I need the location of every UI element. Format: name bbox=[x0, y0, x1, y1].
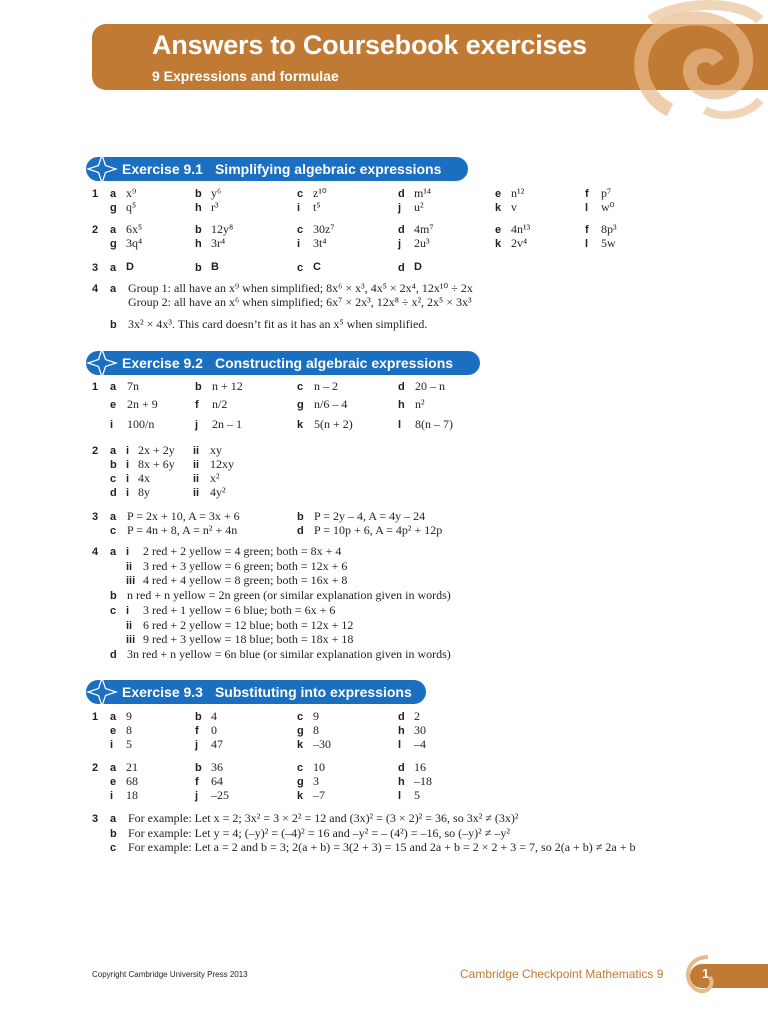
part-label: b bbox=[195, 381, 202, 393]
answer-text: 5(n + 2) bbox=[314, 417, 353, 431]
answer-text: 8(n – 7) bbox=[415, 417, 453, 431]
part-label: d bbox=[398, 262, 405, 274]
part-label: j bbox=[195, 790, 199, 802]
page-title: Answers to Coursebook exercises bbox=[152, 30, 587, 60]
part-label: k bbox=[297, 739, 304, 751]
star-icon bbox=[84, 345, 120, 381]
answer-text: 8x + 6y bbox=[138, 457, 175, 471]
part-label: i bbox=[126, 473, 130, 485]
part-label: b bbox=[110, 459, 117, 471]
answer-text: D bbox=[414, 261, 422, 273]
exercise-title: Constructing algebraic expressions bbox=[214, 355, 454, 371]
part-label: l bbox=[585, 238, 589, 250]
exercise-9-1-header bbox=[86, 157, 468, 181]
answer-text: 64 bbox=[211, 774, 223, 788]
answer-text: n – 2 bbox=[314, 379, 338, 393]
part-label: e bbox=[110, 399, 117, 411]
part-label: b bbox=[110, 319, 117, 331]
star-icon bbox=[84, 151, 120, 187]
part-label: h bbox=[398, 776, 405, 788]
question-number: 4 bbox=[92, 546, 99, 558]
answer-text: m¹⁴ bbox=[414, 186, 432, 200]
answer-text: 2n + 9 bbox=[127, 397, 158, 411]
answer-text: 2x + 2y bbox=[138, 443, 175, 457]
answer-text: 47 bbox=[211, 737, 223, 751]
question-number: 3 bbox=[92, 813, 99, 825]
part-label: d bbox=[398, 762, 405, 774]
part-label: d bbox=[398, 224, 405, 236]
question-number: 3 bbox=[92, 511, 99, 523]
answer-text: –25 bbox=[211, 788, 229, 802]
part-label: g bbox=[297, 776, 304, 788]
part-label: k bbox=[297, 419, 304, 431]
answer-text: 3 red + 1 yellow = 6 blue; both = 6x + 6 bbox=[143, 602, 336, 617]
answer-text: P = 4n + 8, A = n² + 4n bbox=[127, 523, 238, 537]
answer-text: 2 bbox=[414, 709, 420, 723]
part-label: ii bbox=[126, 560, 133, 573]
part-label: a bbox=[110, 283, 117, 295]
part-label: c bbox=[297, 381, 304, 393]
part-label: ii bbox=[193, 445, 200, 457]
answer-text: 8p³ bbox=[601, 222, 617, 236]
part-label: k bbox=[495, 202, 502, 214]
part-label: h bbox=[398, 399, 405, 411]
part-label: d bbox=[398, 381, 405, 393]
answer-text: C bbox=[313, 261, 321, 273]
part-label: d bbox=[297, 525, 304, 537]
part-label: h bbox=[195, 202, 202, 214]
answer-text: 9 red + 3 yellow = 18 blue; both = 18x + 18 bbox=[143, 632, 354, 647]
part-label: f bbox=[195, 776, 199, 788]
part-label: g bbox=[110, 238, 117, 250]
answer-text: 2 red + 2 yellow = 4 green; both = 8x + 4 bbox=[143, 544, 342, 558]
answer-text: Group 1: all have an x⁹ when simplified; 8x⁶ × x³, 4x⁵ × 2x⁴, 12x¹⁰ ÷ 2x bbox=[128, 281, 473, 295]
part-label: f bbox=[585, 224, 589, 236]
answer-text: 36 bbox=[211, 760, 223, 774]
answer-text: v bbox=[511, 200, 517, 214]
answer-text: P = 2x + 10, A = 3x + 6 bbox=[127, 509, 240, 523]
part-label: h bbox=[398, 725, 405, 737]
part-label: j bbox=[195, 739, 199, 751]
part-label: c bbox=[297, 262, 304, 274]
part-label: j bbox=[195, 419, 199, 431]
part-label: iii bbox=[126, 634, 136, 647]
answer-text: 2n – 1 bbox=[212, 417, 242, 431]
part-label: i bbox=[110, 739, 114, 751]
answer-text: xy bbox=[210, 443, 222, 457]
star-icon bbox=[84, 674, 120, 710]
answer-text: For example: Let x = 2; 3x² = 3 × 2² = 12 and (3x)² = (3 × 2)² = 36, so 3x² ≠ (3x)² bbox=[128, 811, 519, 825]
part-label: e bbox=[495, 188, 502, 200]
answer-text: 3r⁴ bbox=[211, 236, 226, 250]
exercise-number: Exercise 9.1 bbox=[122, 161, 203, 177]
part-label: b bbox=[110, 590, 117, 603]
answer-text: –30 bbox=[313, 737, 331, 751]
question-number: 2 bbox=[92, 762, 99, 774]
part-label: c bbox=[297, 762, 304, 774]
answer-text: For example: Let a = 2 and b = 3; 2(a + b) = 3(2 + 3) = 15 and 2a + b = 2 × 2 + 3 = 7, so 2(a + b) ≠ 2a + b bbox=[128, 840, 636, 854]
part-label: a bbox=[110, 813, 117, 825]
swirl-logo-icon bbox=[610, 0, 768, 120]
answer-text: 4 red + 4 yellow = 8 green; both = 16x + 8 bbox=[143, 573, 348, 588]
answer-text: n² bbox=[415, 397, 425, 411]
exercise-number: Exercise 9.2 bbox=[122, 355, 203, 371]
part-label: e bbox=[110, 776, 117, 788]
exercise-number: Exercise 9.3 bbox=[122, 684, 203, 700]
part-label: ii bbox=[193, 473, 200, 485]
part-label: k bbox=[297, 790, 304, 802]
question-number: 2 bbox=[92, 224, 99, 236]
exercise-title: Simplifying algebraic expressions bbox=[214, 161, 442, 177]
answer-text: 6x⁵ bbox=[126, 222, 143, 236]
part-label: b bbox=[110, 827, 117, 840]
answer-text: –4 bbox=[414, 737, 426, 751]
answer-text: 4x bbox=[138, 471, 150, 485]
answer-text: 21 bbox=[126, 760, 138, 774]
answer-text: r³ bbox=[211, 200, 219, 214]
answer-text: 6 red + 2 yellow = 12 blue; both = 12x + 12 bbox=[143, 617, 354, 632]
exercise-9-2-header bbox=[86, 351, 480, 375]
part-label: l bbox=[398, 790, 402, 802]
answer-text: 10 bbox=[313, 760, 325, 774]
answer-text: 16 bbox=[414, 760, 426, 774]
answer-text: Group 2: all have an x⁶ when simplified; 6x⁷ × 2x³, 12x⁸ ÷ x², 2x⁵ × 3x³ bbox=[128, 295, 472, 309]
answer-text: 12y⁸ bbox=[211, 222, 234, 236]
part-label: c bbox=[297, 188, 304, 200]
part-label: a bbox=[110, 546, 117, 558]
answer-text: 0 bbox=[211, 723, 217, 737]
part-label: b bbox=[195, 188, 202, 200]
answer-text: P = 2y – 4, A = 4y – 24 bbox=[314, 509, 426, 523]
part-label: d bbox=[110, 648, 117, 661]
answer-text: p⁷ bbox=[601, 186, 612, 200]
answer-text: n + 12 bbox=[212, 379, 243, 393]
answer-text: y⁶ bbox=[211, 186, 222, 200]
answer-text: 4n¹³ bbox=[511, 222, 531, 236]
part-label: j bbox=[398, 238, 402, 250]
question-number: 3 bbox=[92, 262, 99, 274]
answer-text: 2u³ bbox=[414, 236, 430, 250]
part-label: b bbox=[195, 224, 202, 236]
answer-text: 100/n bbox=[127, 417, 155, 431]
part-label: a bbox=[110, 762, 117, 774]
question-number: 1 bbox=[92, 711, 99, 723]
answer-text: –7 bbox=[313, 788, 325, 802]
question-number: 4 bbox=[92, 283, 99, 295]
answer-text: B bbox=[211, 261, 219, 273]
part-label: i bbox=[126, 487, 130, 499]
answer-text: –18 bbox=[414, 774, 432, 788]
answer-text: w⁰ bbox=[601, 200, 615, 214]
part-label: a bbox=[110, 445, 117, 457]
part-label: l bbox=[398, 419, 402, 431]
part-label: ii bbox=[126, 619, 133, 632]
answer-text: 2v⁴ bbox=[511, 236, 528, 250]
part-label: a bbox=[110, 381, 117, 393]
part-label: i bbox=[126, 546, 130, 558]
part-label: f bbox=[195, 725, 199, 737]
page-subtitle: 9 Expressions and formulae bbox=[152, 68, 339, 84]
answer-text: 3 bbox=[313, 774, 319, 788]
part-label: b bbox=[195, 711, 202, 723]
answer-text: 4 bbox=[211, 709, 217, 723]
part-label: e bbox=[495, 224, 502, 236]
answer-text: P = 10p + 6, A = 4p² + 12p bbox=[314, 523, 443, 537]
part-label: d bbox=[398, 188, 405, 200]
part-label: iii bbox=[126, 575, 136, 588]
part-label: a bbox=[110, 711, 117, 723]
part-label: c bbox=[297, 224, 304, 236]
part-label: i bbox=[126, 445, 130, 457]
part-label: a bbox=[110, 262, 117, 274]
book-title: Cambridge Checkpoint Mathematics 9 bbox=[460, 967, 664, 981]
part-label: a bbox=[110, 224, 117, 236]
part-label: g bbox=[110, 202, 117, 214]
answer-text: 8 bbox=[313, 723, 319, 737]
part-label: c bbox=[297, 711, 304, 723]
answer-text: 18 bbox=[126, 788, 138, 802]
answer-text: n¹² bbox=[511, 186, 525, 200]
page-number: 1 bbox=[702, 966, 710, 981]
answer-text: 9 bbox=[313, 709, 319, 723]
answer-text: t⁵ bbox=[313, 200, 321, 214]
part-label: l bbox=[398, 739, 402, 751]
answer-text: 3n red + n yellow = 6n blue (or similar explanation given in words) bbox=[127, 646, 451, 661]
part-label: i bbox=[126, 459, 130, 471]
answer-text: u² bbox=[414, 200, 424, 214]
part-label: c bbox=[110, 473, 117, 485]
answer-text: 12xy bbox=[210, 457, 234, 471]
answer-text: 68 bbox=[126, 774, 138, 788]
answer-text: 30 bbox=[414, 723, 426, 737]
part-label: c bbox=[110, 604, 117, 617]
part-label: ii bbox=[193, 487, 200, 499]
exercise-9-3-header bbox=[86, 680, 426, 704]
part-label: d bbox=[110, 487, 117, 499]
answer-text: 8y bbox=[138, 485, 150, 499]
answer-text: 4y² bbox=[210, 485, 226, 499]
answer-text: n/2 bbox=[212, 397, 228, 411]
part-label: a bbox=[110, 511, 117, 523]
answer-text: 4m⁷ bbox=[414, 222, 434, 236]
answer-text: 3t⁴ bbox=[313, 236, 327, 250]
part-label: l bbox=[585, 202, 589, 214]
part-label: b bbox=[195, 762, 202, 774]
answer-text: q⁵ bbox=[126, 200, 137, 214]
part-label: ii bbox=[193, 459, 200, 471]
part-label: i bbox=[297, 238, 301, 250]
answer-text: D bbox=[126, 261, 134, 273]
part-label: i bbox=[126, 604, 130, 617]
part-label: f bbox=[585, 188, 589, 200]
part-label: b bbox=[195, 262, 202, 274]
swirl-icon bbox=[678, 952, 718, 1002]
answer-text: n/6 – 4 bbox=[314, 397, 348, 411]
part-label: c bbox=[110, 842, 117, 854]
part-label: b bbox=[297, 511, 304, 523]
answer-text: 3x² × 4x³. This card doesn’t fit as it has an x⁵ when simplified. bbox=[128, 317, 428, 331]
answer-text: z¹⁰ bbox=[313, 186, 327, 200]
exercise-title: Substituting into expressions bbox=[214, 684, 412, 700]
question-number: 2 bbox=[92, 445, 99, 457]
part-label: i bbox=[297, 202, 301, 214]
answer-text: 3q⁴ bbox=[126, 236, 143, 250]
answer-text: 20 – n bbox=[415, 379, 445, 393]
part-label: c bbox=[110, 525, 117, 537]
part-label: i bbox=[110, 419, 114, 431]
part-label: f bbox=[195, 399, 199, 411]
question-number: 1 bbox=[92, 188, 99, 200]
answer-text: 30z⁷ bbox=[313, 222, 335, 236]
part-label: h bbox=[195, 238, 202, 250]
answer-text: 5 bbox=[126, 737, 132, 751]
answer-text: 5w bbox=[601, 236, 616, 250]
answer-text: n red + n yellow = 2n green (or similar explanation given in words) bbox=[127, 588, 451, 603]
copyright-text: Copyright Cambridge University Press 2013 bbox=[92, 970, 248, 979]
question-number: 1 bbox=[92, 381, 99, 393]
answer-text: For example: Let y = 4; (–y)² = (–4)² = 16 and –y² = – (4²) = –16, so (–y)² ≠ –y² bbox=[128, 825, 510, 840]
part-label: d bbox=[398, 711, 405, 723]
answer-text: 7n bbox=[127, 379, 139, 393]
part-label: a bbox=[110, 188, 117, 200]
part-label: k bbox=[495, 238, 502, 250]
part-label: i bbox=[110, 790, 114, 802]
answer-text: x² bbox=[210, 471, 220, 485]
part-label: j bbox=[398, 202, 402, 214]
answer-text: 3 red + 3 yellow = 6 green; both = 12x + 6 bbox=[143, 558, 348, 573]
answer-text: 8 bbox=[126, 723, 132, 737]
part-label: e bbox=[110, 725, 117, 737]
part-label: g bbox=[297, 399, 304, 411]
answer-text: 9 bbox=[126, 709, 132, 723]
part-label: g bbox=[297, 725, 304, 737]
answer-text: 5 bbox=[414, 788, 420, 802]
answer-text: x⁹ bbox=[126, 186, 137, 200]
